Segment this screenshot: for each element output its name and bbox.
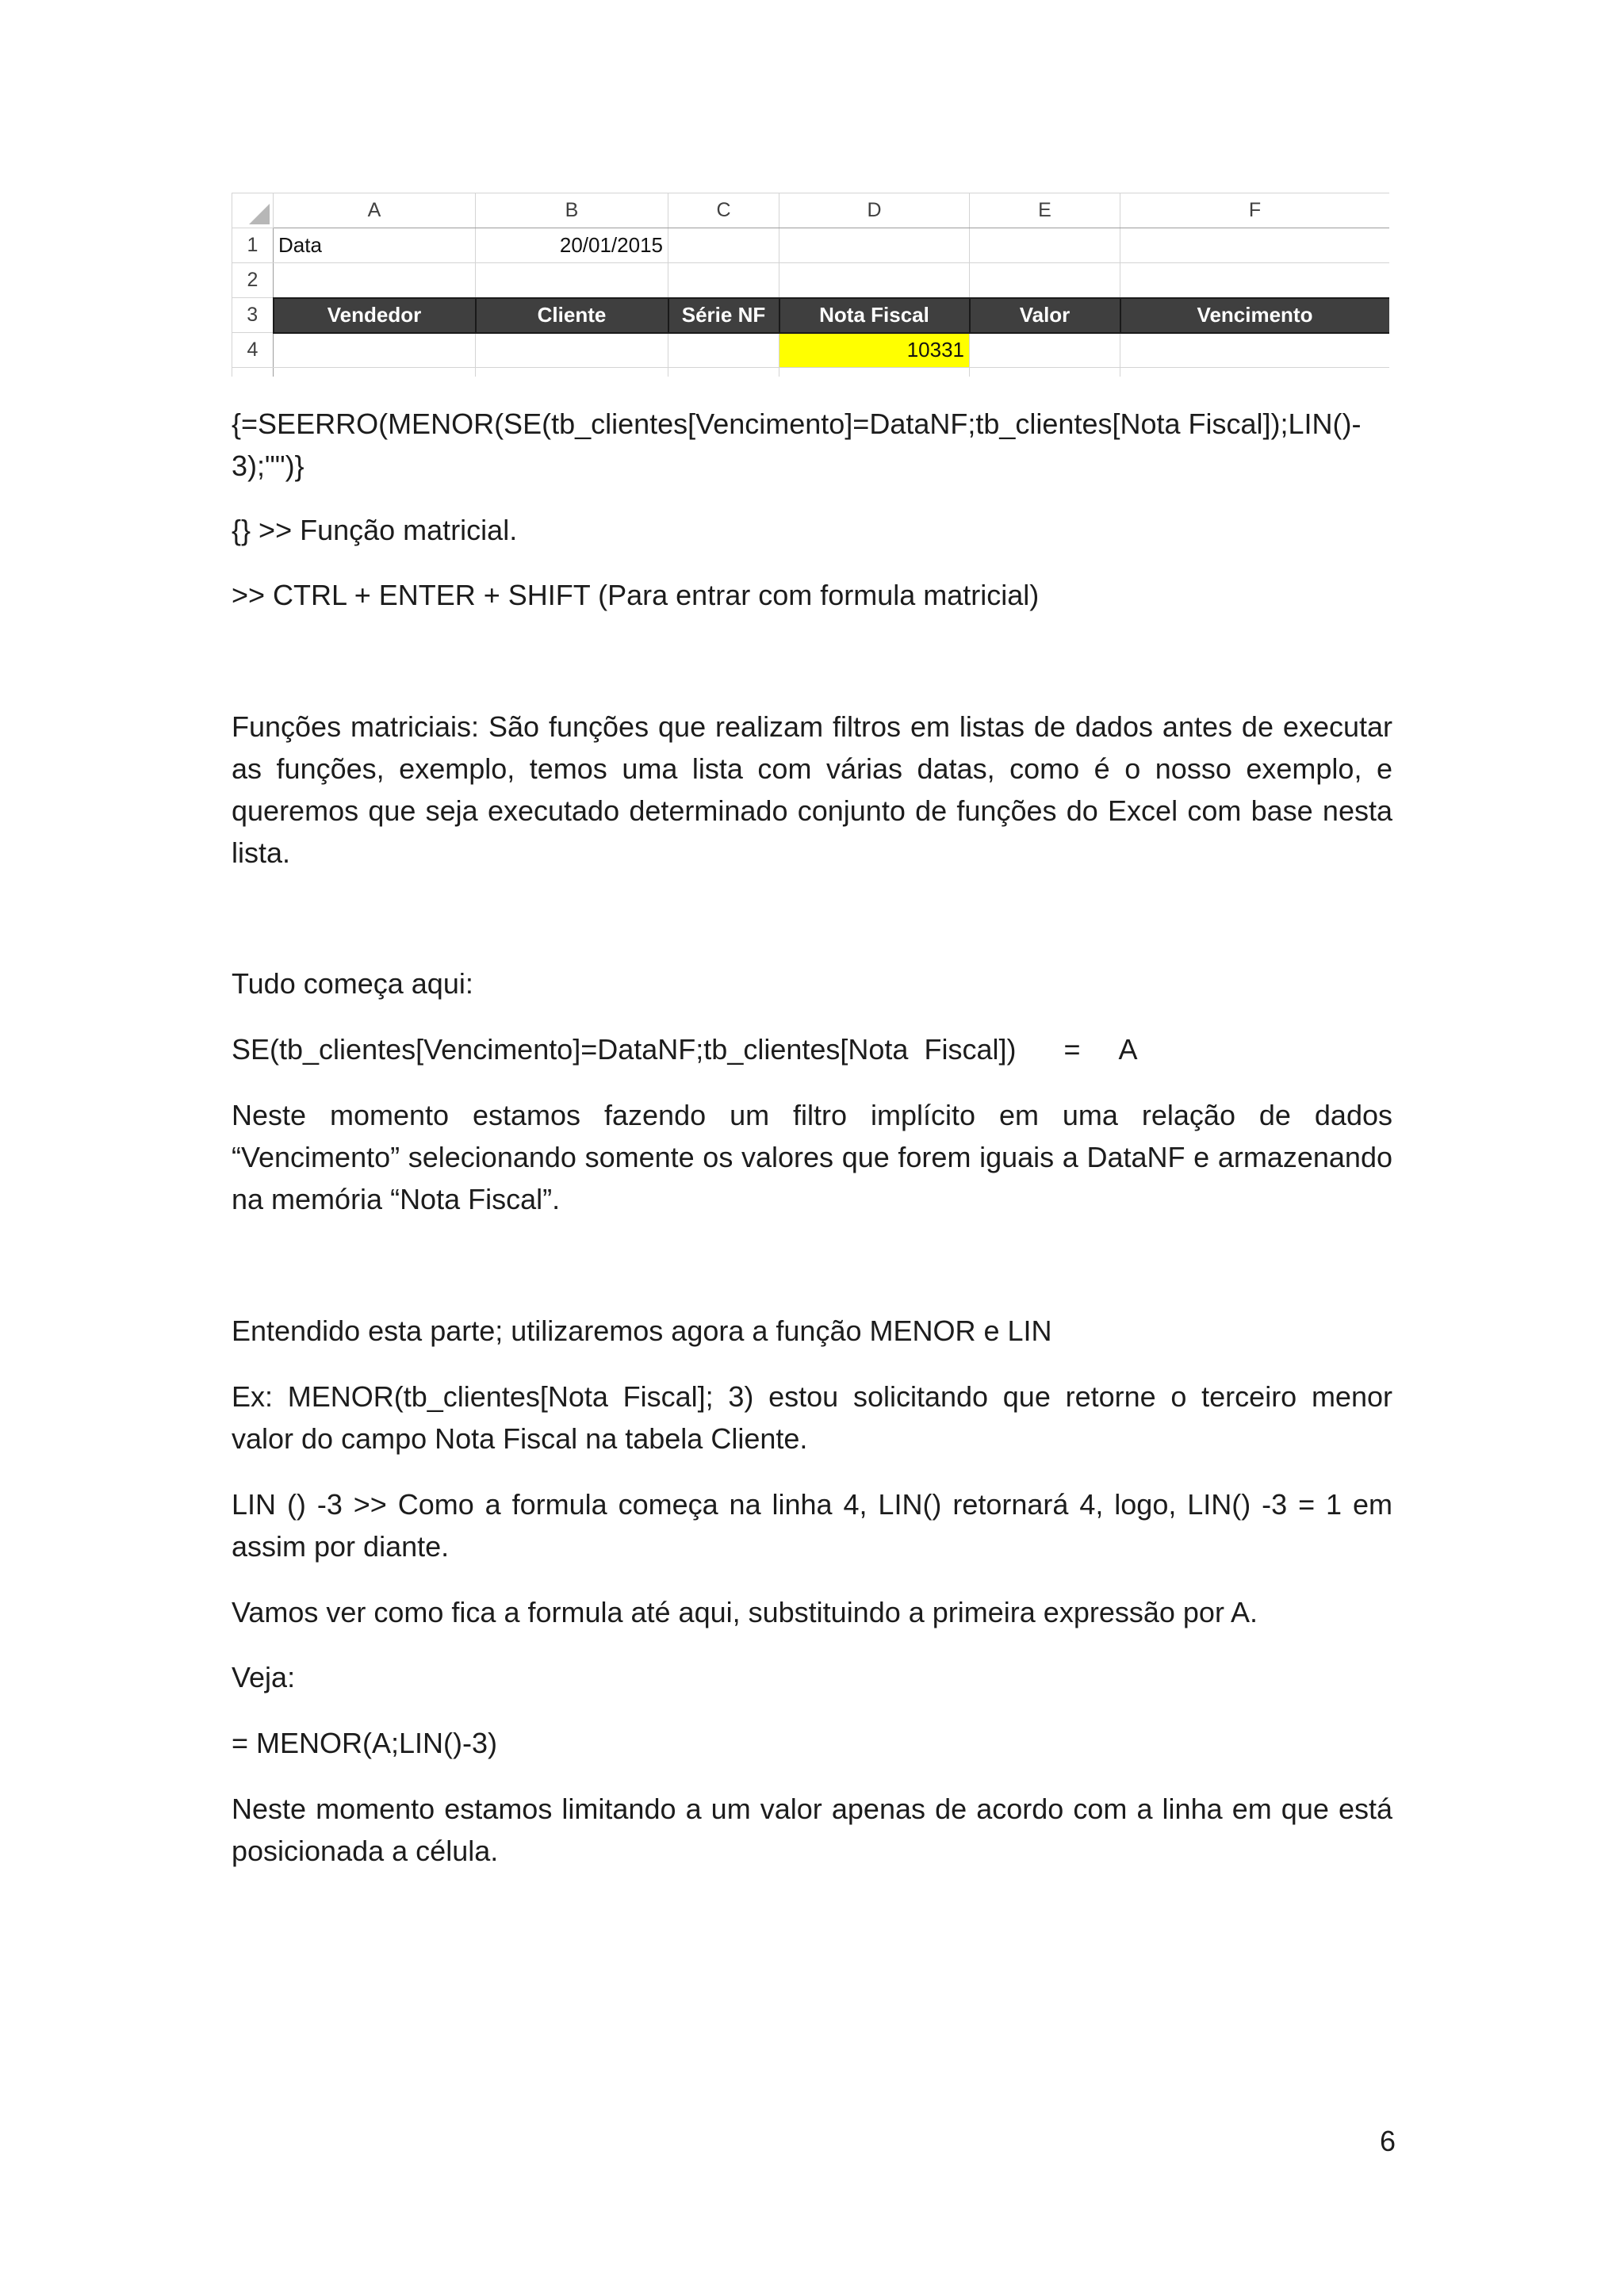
matrix-functions-paragraph: Funções matriciais: São funções que realizam filtros em listas de dados antes de executar as funções, exemplo, temos uma lista com várias datas, como é o nosso exemplo, e queremos que seja executado determinado conjunto de funções do Excel com base nesta lista. xyxy=(232,710,1392,869)
sheet-row-2 xyxy=(232,263,1390,298)
column-header-f: F xyxy=(1120,193,1390,228)
sheet-row-3 xyxy=(232,298,1390,333)
select-all-corner xyxy=(232,193,274,228)
row-header-cut xyxy=(232,368,274,377)
column-header-a: A xyxy=(274,193,476,228)
row-header-3: 3 xyxy=(232,298,274,333)
column-header-b: B xyxy=(476,193,668,228)
table-header-cliente: Cliente xyxy=(476,298,668,333)
cell-c4 xyxy=(668,333,779,368)
cell-b2 xyxy=(476,263,668,298)
cell-cut-e xyxy=(970,368,1120,377)
table-header-vencimento: Vencimento xyxy=(1120,298,1390,333)
table-header-serie-nf: Série NF xyxy=(668,298,779,333)
starts-here-text: Tudo começa aqui: xyxy=(232,967,473,1000)
limit-paragraph: Neste momento estamos limitando a um valor apenas de acordo com a linha em que está posicionada a célula. xyxy=(232,1793,1392,1867)
formula-line-2: 3);"")} xyxy=(232,450,304,482)
row-header-1: 1 xyxy=(232,228,274,263)
cell-a4 xyxy=(274,333,476,368)
column-header-d: D xyxy=(779,193,970,228)
cell-cut-a xyxy=(274,368,476,377)
sheet-row-cut xyxy=(232,368,1390,377)
sheet-row-4 xyxy=(232,333,1390,368)
formula-line-1: {=SEERRO(MENOR(SE(tb_clientes[Vencimento]=DataNF;tb_clientes[Nota Fiscal]);LIN()- xyxy=(232,408,1362,440)
cell-f2 xyxy=(1120,263,1390,298)
lin-explanation-paragraph: LIN () -3 >> Como a formula começa na linha 4, LIN() retornará 4, logo, LIN() -3 = 1 em assim por diante. xyxy=(232,1488,1392,1563)
table-header-nota-fiscal: Nota Fiscal xyxy=(779,298,970,333)
cell-a2 xyxy=(274,263,476,298)
see-formula-text: Vamos ver como fica a formula até aqui, substituindo a primeira expressão por A. xyxy=(232,1596,1258,1628)
cell-f4 xyxy=(1120,333,1390,368)
column-header-e: E xyxy=(970,193,1120,228)
cell-e4 xyxy=(970,333,1120,368)
filter-paragraph: Neste momento estamos fazendo um filtro implícito em uma relação de dados “Vencimento” selecionando somente os valores que forem iguais a DataNF e armazenando na memória “Nota Fiscal”. xyxy=(232,1099,1392,1215)
cell-d1 xyxy=(779,228,970,263)
shortcut-note: >> CTRL + ENTER + SHIFT (Para entrar com formula matricial) xyxy=(232,579,1040,611)
row-header-4: 4 xyxy=(232,333,274,368)
cell-cut-b xyxy=(476,368,668,377)
understood-text: Entendido esta parte; utilizaremos agora a função MENOR e LIN xyxy=(232,1314,1052,1347)
cell-e2 xyxy=(970,263,1120,298)
cell-cut-c xyxy=(668,368,779,377)
row-header-2: 2 xyxy=(232,263,274,298)
se-expression: SE(tb_clientes[Vencimento]=DataNF;tb_clientes[Nota Fiscal]) = A xyxy=(232,1033,1138,1066)
table-header-valor: Valor xyxy=(970,298,1120,333)
cell-a1: Data xyxy=(274,228,476,263)
cell-b4 xyxy=(476,333,668,368)
column-header-row xyxy=(232,193,1390,228)
cell-b1: 20/01/2015 xyxy=(476,228,668,263)
cell-d2 xyxy=(779,263,970,298)
cell-cut-f xyxy=(1120,368,1390,377)
column-header-c: C xyxy=(668,193,779,228)
menor-formula: = MENOR(A;LIN()-3) xyxy=(232,1727,498,1759)
cell-c1 xyxy=(668,228,779,263)
table-header-vendedor: Vendedor xyxy=(274,298,476,333)
cell-cut-d xyxy=(779,368,970,377)
cell-c2 xyxy=(668,263,779,298)
sheet-row-1 xyxy=(232,228,1390,263)
spreadsheet-screenshot xyxy=(232,193,1389,377)
spreadsheet-grid xyxy=(232,193,1389,377)
matrix-function-note: {} >> Função matricial. xyxy=(232,514,518,546)
cell-d4-highlighted: 10331 xyxy=(779,333,970,368)
see-text: Veja: xyxy=(232,1661,296,1693)
cell-e1 xyxy=(970,228,1120,263)
menor-example-paragraph: Ex: MENOR(tb_clientes[Nota Fiscal]; 3) estou solicitando que retorne o terceiro menor valor do campo Nota Fiscal na tabela Cliente. xyxy=(232,1380,1392,1455)
page-number: 6 xyxy=(1379,2125,1396,2157)
cell-f1 xyxy=(1120,228,1390,263)
